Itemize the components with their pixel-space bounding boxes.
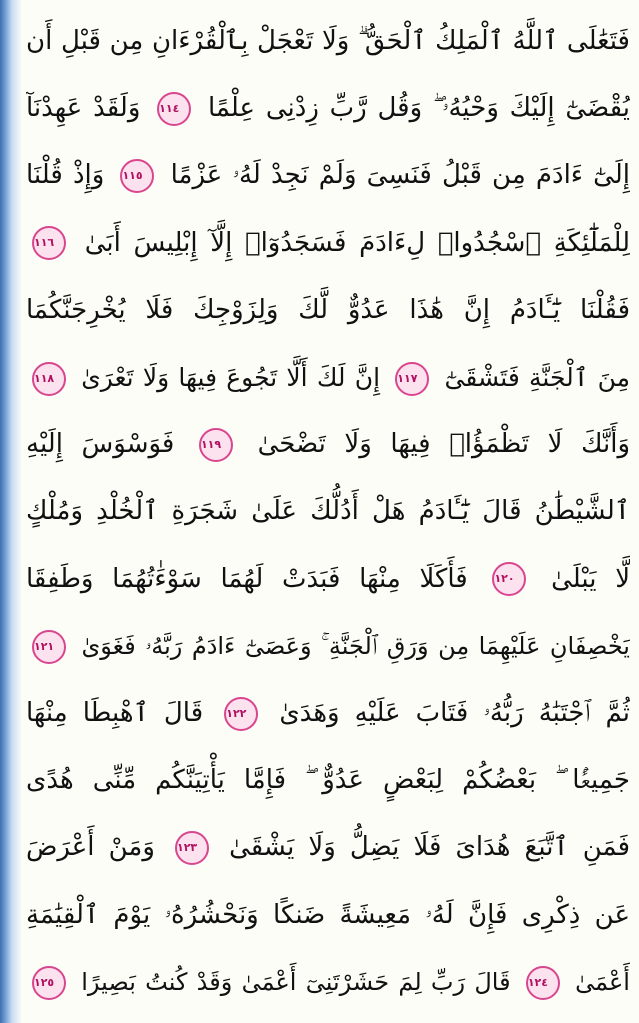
ayah-number-marker: ١٢١ xyxy=(32,630,66,664)
text-line xyxy=(26,142,630,209)
ayah-number-marker: ١١٦ xyxy=(32,226,66,260)
verse-text: عَن ذِكْرِى فَإِنَّ لَهُۥ مَعِيشَةً ضَنكًا وَنَحْشُرُهُۥ يَوْمَ ٱلْقِيَٰمَةِ xyxy=(26,899,630,930)
text-line xyxy=(26,882,630,949)
verse-text: إِنَّ لَكَ أَلَّا تَجُوعَ فِيهَا وَلَا تَعْرَىٰ xyxy=(81,363,381,392)
verse-text: مِنَ ٱلْجَنَّةِ فَتَشْقَىٰٓ xyxy=(444,363,630,392)
verse-text: لِلْمَلَٰٓئِكَةِ ٱسْجُدُوا۟ لِءَادَمَ فَسَجَدُوٓا۟ إِلَّآ إِبْلِيسَ أَبَىٰ xyxy=(84,227,630,258)
verse-text: وَإِذْ قُلْنَا xyxy=(26,160,105,191)
ayah-number-marker: ١٢٢ xyxy=(224,697,258,731)
text-line xyxy=(26,8,630,75)
text-line xyxy=(26,411,630,478)
ayah-number-marker: ١١٧ xyxy=(395,362,429,396)
text-line xyxy=(26,613,630,680)
text-line xyxy=(26,949,630,1016)
verse-text: وَلَقَدْ عَهِدْنَآ xyxy=(26,93,141,124)
verse-text: لَّا يَبْلَىٰ xyxy=(551,563,630,594)
verse-text: فَأَكَلَا مِنْهَا فَبَدَتْ لَهُمَا سَوْءَٰتُهُمَا وَطَفِقَا xyxy=(26,563,468,594)
ayah-number-marker: ١١٨ xyxy=(32,362,66,396)
quran-text-block xyxy=(26,8,630,1016)
verse-text: يَخْصِفَانِ عَلَيْهِمَا مِن وَرَقِ ٱلْجَنَّةِ ۚ وَعَصَىٰٓ ءَادَمُ رَبَّهُۥ فَغَوَىٰ xyxy=(81,631,630,660)
verse-text: فَتَعَٰلَى ٱللَّهُ ٱلْمَلِكُ ٱلْحَقُّ ۗ وَلَا تَعْجَلْ بِٱلْقُرْءَانِ مِن قَبْلِ أَن xyxy=(26,26,630,56)
text-line xyxy=(26,210,630,277)
verse-text: إِلَىٰٓ ءَادَمَ مِن قَبْلُ فَنَسِىَ وَلَمْ نَجِدْ لَهُۥ عَزْمًا xyxy=(170,160,630,191)
verse-text: أَعْمَىٰ xyxy=(575,967,630,996)
verse-text: وَمَنْ أَعْرَضَ xyxy=(26,832,155,863)
ayah-number-marker: ١٢٤ xyxy=(526,966,560,1000)
page-border xyxy=(0,0,22,1023)
text-line xyxy=(26,75,630,142)
verse-text: جَمِيعًۢا ۖ بَعْضُكُمْ لِبَعْضٍ عَدُوٌّ ۖ فَإِمَّا يَأْتِيَنَّكُم مِّنِّى هُدًى xyxy=(26,765,630,796)
verse-text: فَمَنِ ٱتَّبَعَ هُدَاىَ فَلَا يَضِلُّ وَلَا يَشْقَىٰ xyxy=(229,832,630,863)
text-line xyxy=(26,747,630,814)
ayah-number-marker: ١٢٥ xyxy=(32,966,66,1000)
verse-text: قَالَ رَبِّ لِمَ حَشَرْتَنِىٓ أَعْمَىٰ وَقَدْ كُنتُ بَصِيرًا xyxy=(81,967,511,996)
text-line xyxy=(26,277,630,344)
text-line xyxy=(26,344,630,411)
verse-text: وَأَنَّكَ لَا تَظْمَؤُا۟ فِيهَا وَلَا تَضْحَىٰ xyxy=(257,429,630,460)
verse-text: فَقُلْنَا يَٰٓـَٔادَمُ إِنَّ هَٰذَا عَدُوٌّ لَّكَ وَلِزَوْجِكَ فَلَا يُخْرِجَنَّكُمَا xyxy=(26,294,630,325)
verse-text: فَوَسْوَسَ إِلَيْهِ xyxy=(26,429,175,460)
ayah-number-marker: ١١٥ xyxy=(120,159,154,193)
ayah-number-marker: ١١٩ xyxy=(199,428,233,462)
verse-text: يُقْضَىٰٓ إِلَيْكَ وَحْيُهُۥ ۖ وَقُل رَّبِّ زِدْنِى عِلْمًا xyxy=(207,93,630,124)
verse-text: قَالَ ٱهْبِطَا مِنْهَا xyxy=(26,698,204,728)
ayah-number-marker: ١١٤ xyxy=(157,92,191,126)
text-line xyxy=(26,814,630,881)
text-line xyxy=(26,478,630,545)
verse-text: ثُمَّ ٱجْتَبَٰهُ رَبُّهُۥ فَتَابَ عَلَيْهِ وَهَدَىٰ xyxy=(279,698,630,728)
text-line xyxy=(26,680,630,747)
text-line xyxy=(26,546,630,613)
ayah-number-marker: ١٢٠ xyxy=(492,562,526,596)
verse-text: ٱلشَّيْطَٰنُ قَالَ يَٰٓـَٔادَمُ هَلْ أَدُلُّكَ عَلَىٰ شَجَرَةِ ٱلْخُلْدِ وَمُلْكٍ xyxy=(26,496,630,527)
ayah-number-marker: ١٢٣ xyxy=(175,831,209,865)
